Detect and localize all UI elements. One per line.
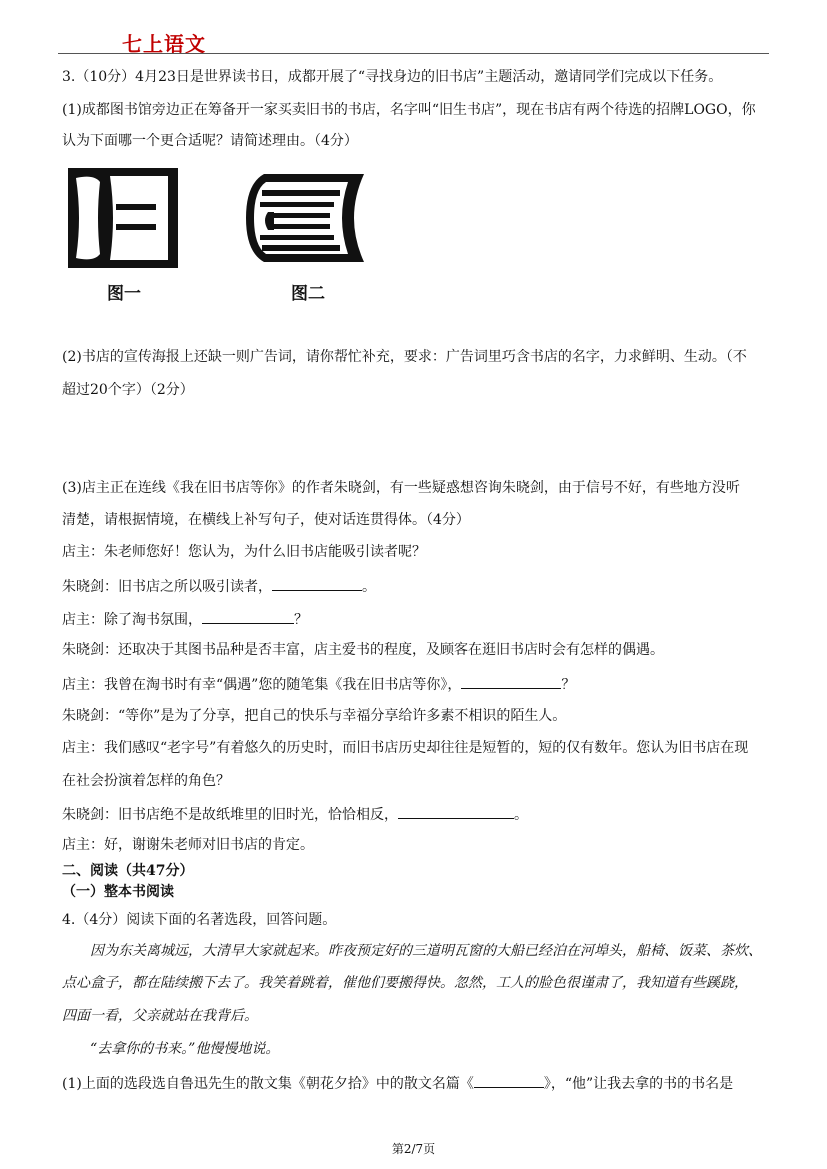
dialogue-line-7a: 店主：我们感叹“老字号”有着悠久的历史时，而旧书店历史却往往是短暂的，短的仅有数年。您认为旧书店在现 bbox=[62, 740, 749, 756]
logo-figure-one bbox=[68, 168, 178, 268]
q4-part1-end: 》，“他”让我去拿的书的书名是 bbox=[543, 1076, 734, 1092]
q4-intro: 4.（4分）阅读下面的名著选段，回答问题。 bbox=[62, 912, 337, 928]
dialogue-line-2 bbox=[62, 578, 376, 594]
dialogue-line-5-end: ？ bbox=[561, 677, 576, 693]
dialogue-line-5-text: 店主：我曾在淘书时有幸“偶遇”您的随笔集《我在旧书店等你》， bbox=[62, 677, 462, 693]
answer-blank-3[interactable] bbox=[461, 676, 561, 689]
dialogue-line-7b: 在社会扮演着怎样的角色？ bbox=[62, 773, 230, 789]
q3-part1-line2: 认为下面哪一个更合适呢？请简述理由。（4分） bbox=[62, 133, 358, 149]
q3-part2-line1: (2)书店的宣传海报上还缺一则广告词，请你帮忙补充，要求：广告词里巧含书店的名字，力求鲜明、生动。（不 bbox=[62, 349, 747, 365]
section-two-subtitle: （一）整本书阅读 bbox=[62, 884, 174, 900]
dialogue-line-5 bbox=[62, 676, 575, 692]
logo-caption-two: 图二 bbox=[291, 284, 325, 304]
header-title: 七上语文 bbox=[122, 32, 206, 56]
passage-line-1: 因为东关离城远，大清早大家就起来。昨夜预定好的三道明瓦窗的大船已经泊在河埠头，船椅、饭菜、茶炊、 bbox=[90, 943, 762, 959]
dialogue-line-6: 朱晓剑：“等你”是为了分享，把自己的快乐与幸福分享给许多素不相识的陌生人。 bbox=[62, 708, 567, 724]
answer-blank-4[interactable] bbox=[398, 806, 514, 819]
q3-part3-line2: 清楚，请根据情境，在横线上补写句子，使对话连贯得体。（4分） bbox=[62, 512, 470, 528]
dialogue-line-2-text: 朱晓剑：旧书店之所以吸引读者， bbox=[62, 579, 272, 595]
dialogue-line-2-end: 。 bbox=[362, 579, 376, 595]
dialogue-line-8-text: 朱晓剑：旧书店绝不是故纸堆里的旧时光，恰恰相反， bbox=[62, 807, 398, 823]
dialogue-line-8-end: 。 bbox=[514, 807, 528, 823]
logo-figure-two bbox=[244, 172, 366, 264]
dialogue-line-1: 店主：朱老师您好！您认为，为什么旧书店能吸引读者呢？ bbox=[62, 544, 426, 560]
q3-intro: 3.（10分）4月23日是世界读书日，成都开展了“寻找身边的旧书店”主题活动，邀请同学们完成以下任务。 bbox=[62, 69, 723, 85]
answer-blank-5[interactable] bbox=[474, 1075, 544, 1088]
passage-line-4: “去拿你的书来。”他慢慢地说。 bbox=[90, 1041, 280, 1057]
dialogue-line-9: 店主：好，谢谢朱老师对旧书店的肯定。 bbox=[62, 837, 314, 853]
dialogue-line-4: 朱晓剑：还取决于其图书品种是否丰富，店主爱书的程度，及顾客在逛旧书店时会有怎样的偶遇。 bbox=[62, 642, 664, 658]
passage-line-2: 点心盒子，都在陆续搬下去了。我笑着跳着，催他们要搬得快。忽然，工人的脸色很谨肃了，我知道有些蹊跷， bbox=[62, 975, 748, 991]
page-number: 第2/7页 bbox=[391, 1142, 436, 1156]
q4-part1 bbox=[62, 1075, 733, 1091]
q3-part3-line1: (3)店主正在连线《我在旧书店等你》的作者朱晓剑，有一些疑惑想咨询朱晓剑，由于信号不好，有些地方没听 bbox=[62, 480, 740, 496]
header-divider bbox=[58, 53, 769, 54]
passage-line-3: 四面一看，父亲就站在我背后。 bbox=[62, 1008, 258, 1024]
answer-blank-1[interactable] bbox=[272, 578, 362, 591]
dialogue-line-3-text: 店主：除了淘书氛围， bbox=[62, 612, 202, 628]
answer-blank-2[interactable] bbox=[202, 611, 294, 624]
q3-part1-line1: (1)成都图书馆旁边正在筹备开一家买卖旧书的书店，名字叫“旧生书店”，现在书店有两个待选的招牌LOGO，你 bbox=[62, 102, 756, 118]
logo-caption-one: 图一 bbox=[107, 284, 141, 304]
q3-part2-line2: 超过20个字）（2分） bbox=[62, 382, 194, 398]
dialogue-line-3-end: ？ bbox=[294, 612, 308, 628]
dialogue-line-8 bbox=[62, 806, 528, 822]
dialogue-line-3 bbox=[62, 611, 308, 627]
q4-part1-text: (1)上面的选段选自鲁迅先生的散文集《朝花夕拾》中的散文名篇《 bbox=[62, 1076, 474, 1092]
section-two-title: 二、阅读（共47分） bbox=[62, 863, 194, 879]
